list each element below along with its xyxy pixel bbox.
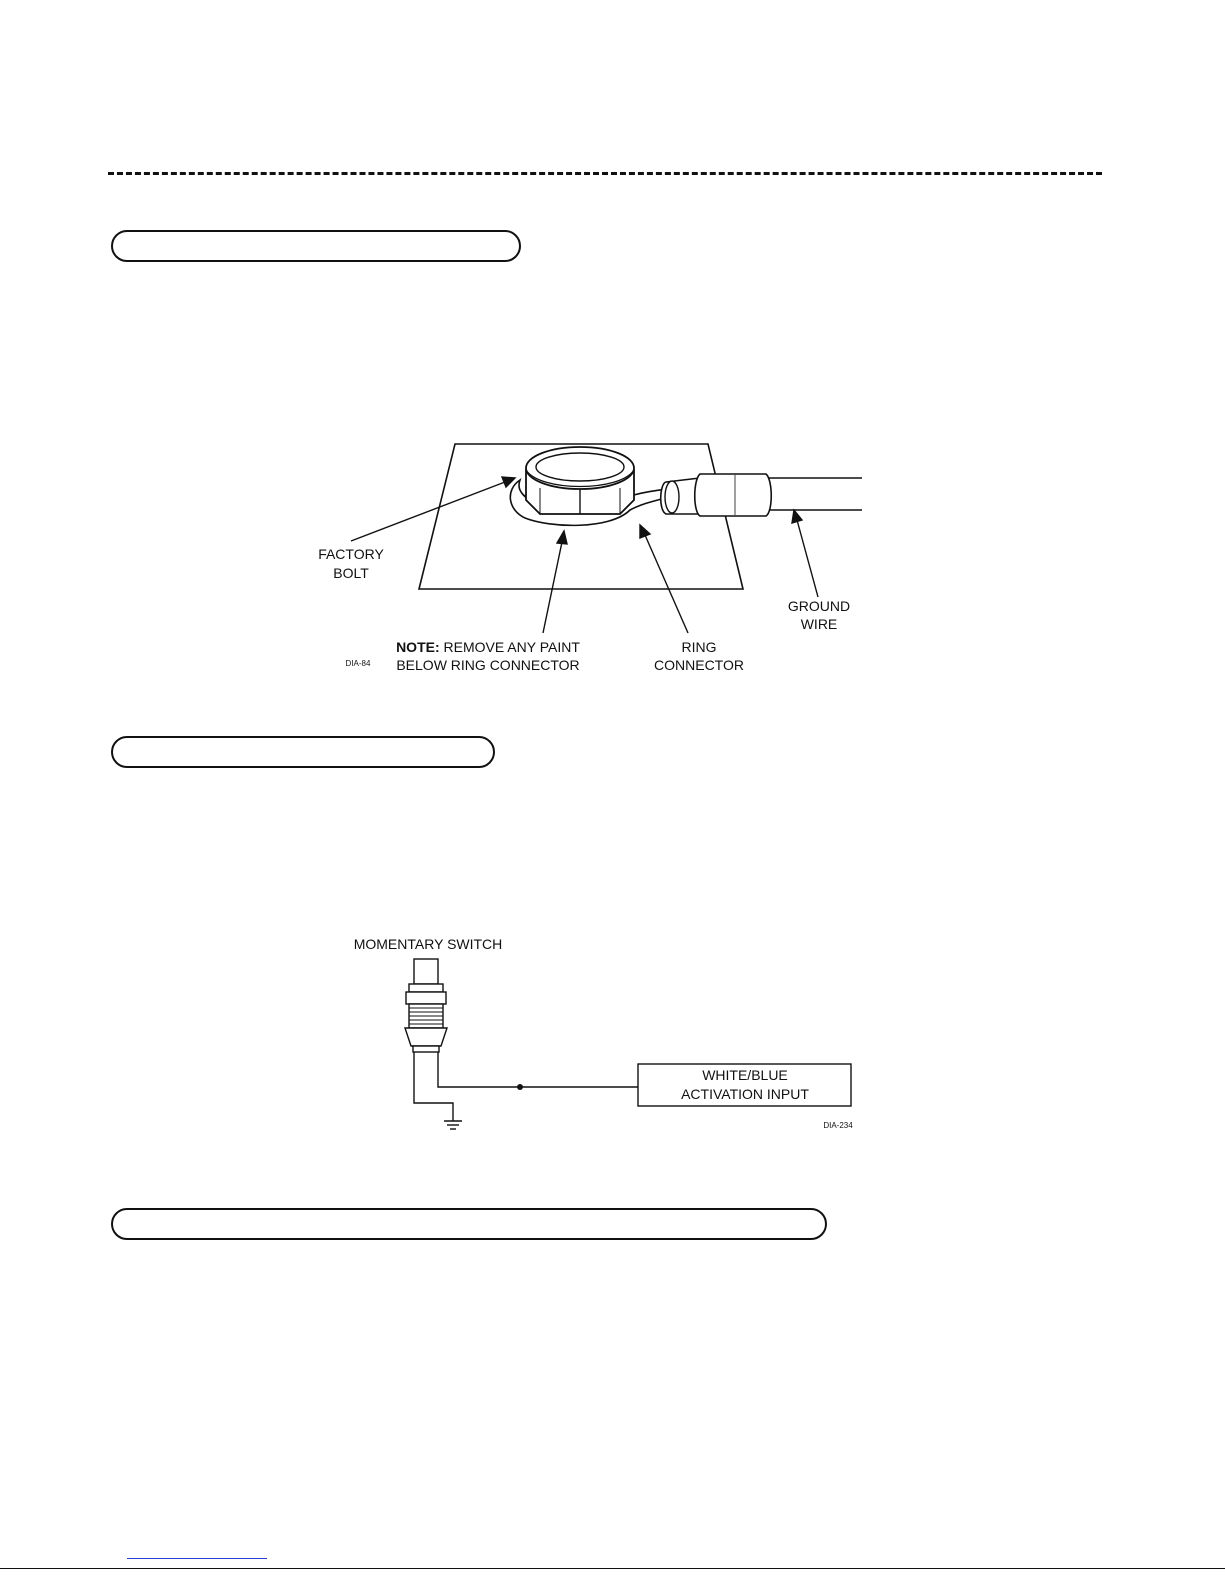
switch-wiring — [414, 1052, 638, 1129]
section-header-box-3 — [111, 1208, 827, 1240]
note-prefix: NOTE: — [396, 639, 440, 655]
activation-box-line-2: ACTIVATION INPUT — [681, 1086, 809, 1102]
factory-bolt-label-1: FACTORY — [318, 546, 384, 562]
ground-wire-label-1: GROUND — [787, 598, 851, 614]
momentary-switch-label: MOMENTARY SWITCH — [353, 936, 503, 952]
ring-connector-label-1: RING — [681, 639, 717, 655]
momentary-switch-shape — [405, 959, 447, 1052]
ground-wire-label-2: WIRE — [800, 616, 838, 632]
ring-connector-label-2: CONNECTOR — [654, 657, 744, 673]
footer-link-underline[interactable] — [127, 1558, 267, 1559]
note-text: REMOVE ANY PAINT — [439, 639, 580, 655]
junction-dot — [517, 1084, 523, 1090]
page-bottom-rule — [0, 1568, 1225, 1569]
diagram-code-234: DIA-234 — [823, 1121, 853, 1130]
factory-bolt-label-2: BOLT — [333, 565, 369, 581]
diagram-code-84: DIA-84 — [345, 659, 371, 668]
paint-note-line-2: BELOW RING CONNECTOR — [396, 657, 580, 673]
activation-box-line-1: WHITE/BLUE — [702, 1067, 788, 1083]
